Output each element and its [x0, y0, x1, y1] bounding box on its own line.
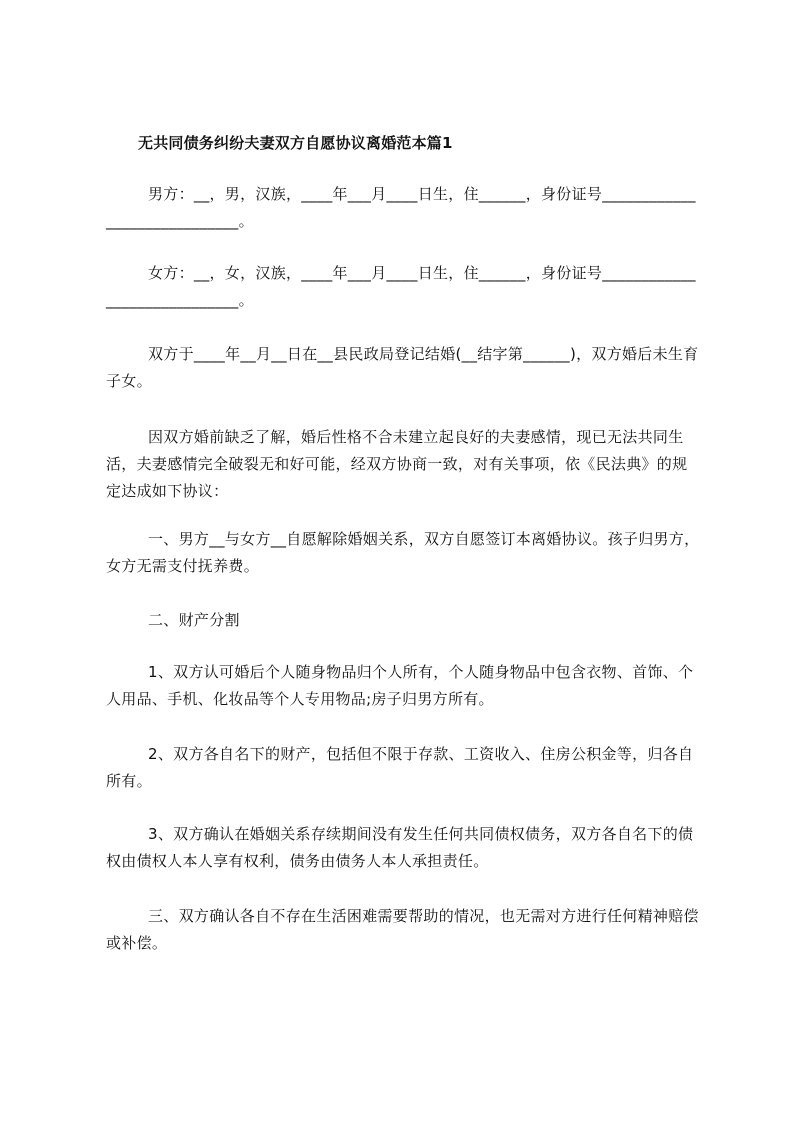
paragraph-marriage-registration: 双方于____年__月__日在__县民政局登记结婚(__结字第______)，双方婚后未生育子女。	[106, 345, 699, 390]
paragraph-clause-three: 三、双方确认各自不存在生活困难需要帮助的情况，也无需对方进行任何精神赔偿或补偿。	[106, 907, 699, 952]
paragraph-property-1: 1、双方认可婚后个人随身物品归个人所有，个人随身物品中包含衣物、首饰、个人用品、手机、化妆品等个人专用物品;房子归男方所有。	[106, 663, 694, 708]
paragraph-female-party: 女方：__，女，汉族，____年___月____日生，住______，身份证号_____________________________。	[106, 264, 696, 309]
paragraph-property-heading: 二、财产分割	[148, 611, 240, 629]
paragraph-clause-one: 一、男方__与女方__自愿解除婚姻关系，双方自愿签订本离婚协议。孩子归男方，女方无需支付抚养费。	[106, 530, 700, 575]
paragraph-male-party: 男方：__，男，汉族，____年___月____日生，住______，身份证号_____________________________。	[106, 185, 696, 230]
paragraph-reason: 因双方婚前缺乏了解，婚后性格不合未建立起良好的夫妻感情，现已无法共同生活，夫妻感情完全破裂无和好可能，经双方协商一致，对有关事项，依《民法典》的规定达成如下协议：	[106, 428, 688, 500]
paragraph-property-2: 2、双方各自名下的财产，包括但不限于存款、工资收入、住房公积金等，归各自所有。	[106, 745, 694, 790]
paragraph-property-3: 3、双方确认在婚姻关系存续期间没有发生任何共同债权债务，双方各自名下的债权由债权人本人享有权利，债务由债务人本人承担责任。	[106, 825, 694, 870]
document-title: 无共同债务纠纷夫妻双方自愿协议离婚范本篇1	[138, 134, 453, 152]
